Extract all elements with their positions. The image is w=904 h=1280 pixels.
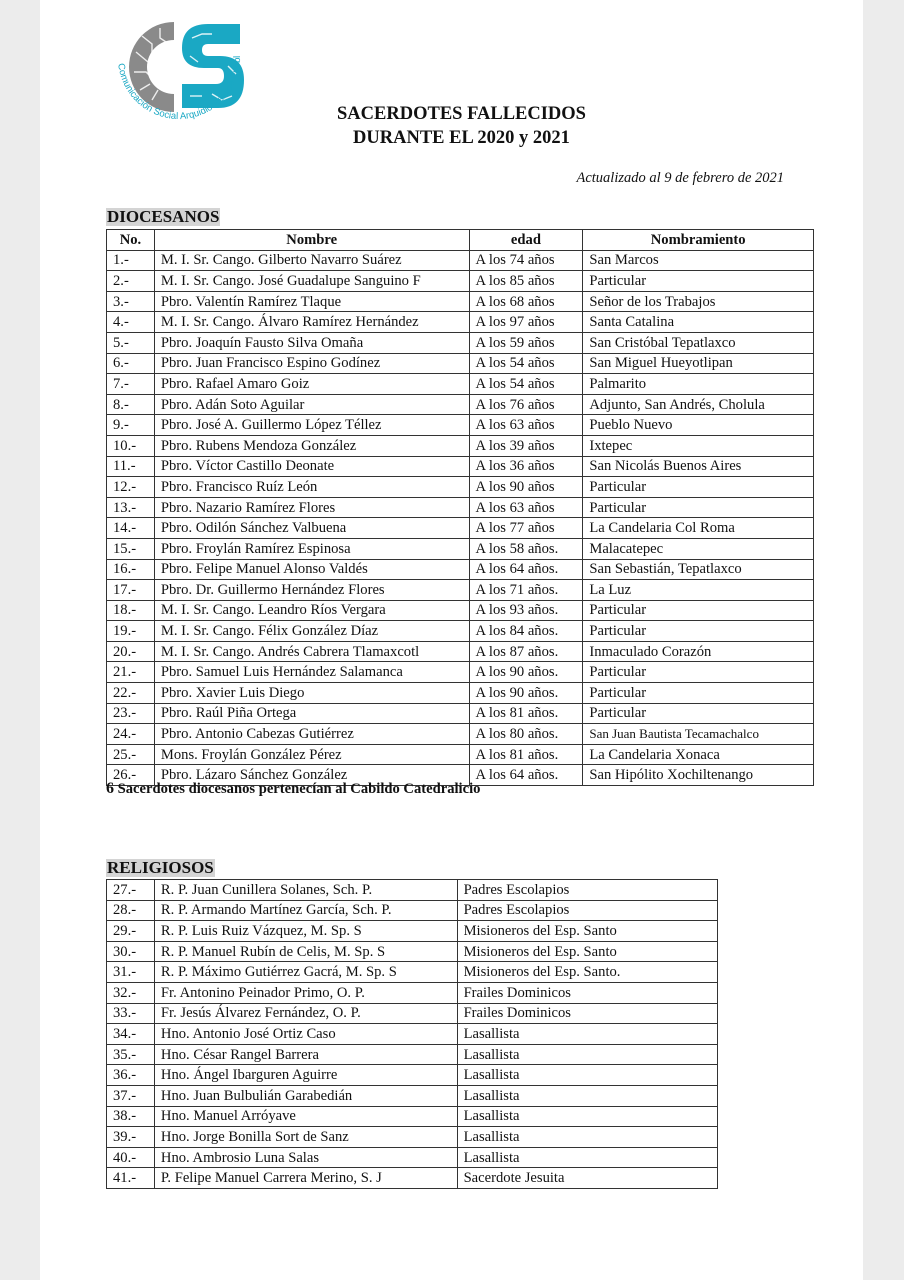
cell-number: 15.-: [107, 538, 155, 559]
cell-number: 22.-: [107, 683, 155, 704]
cell-appointment: Particular: [583, 477, 814, 498]
table-row: [107, 1127, 718, 1148]
cell-number: 30.-: [107, 941, 155, 962]
cell-order: Lasallista: [457, 1024, 717, 1045]
cell-name: M. I. Sr. Cango. Leandro Ríos Vergara: [154, 600, 469, 621]
cell-name: Hno. César Rangel Barrera: [154, 1044, 457, 1065]
cell-age: A los 87 años.: [469, 641, 583, 662]
cell-name: Pbro. Dr. Guillermo Hernández Flores: [154, 580, 469, 601]
cell-appointment: Particular: [583, 600, 814, 621]
cell-number: 33.-: [107, 1003, 155, 1024]
cell-appointment: San Marcos: [583, 250, 814, 271]
cell-number: 23.-: [107, 703, 155, 724]
updated-date: Actualizado al 9 de febrero de 2021: [576, 170, 784, 186]
cell-number: 39.-: [107, 1127, 155, 1148]
document-page: [40, 0, 863, 1280]
cell-appointment: San Miguel Hueyotlipan: [583, 353, 814, 374]
cell-number: 13.-: [107, 497, 155, 518]
table-row: [107, 880, 718, 901]
cell-name: M. I. Sr. Cango. José Guadalupe Sanguino F: [154, 271, 469, 292]
cell-number: 7.-: [107, 374, 155, 395]
cell-name: Pbro. Lázaro Sánchez González: [154, 765, 469, 786]
cell-age: A los 54 años: [469, 374, 583, 395]
cell-number: 10.-: [107, 435, 155, 456]
cell-order: Lasallista: [457, 1106, 717, 1127]
cell-number: 20.-: [107, 641, 155, 662]
cell-order: Padres Escolapios: [457, 900, 717, 921]
table-row: [107, 1085, 718, 1106]
cell-age: A los 90 años: [469, 477, 583, 498]
cell-appointment: San Hipólito Xochiltenango: [583, 765, 814, 786]
diocesanos-table: [106, 229, 814, 786]
cell-age: A los 68 años: [469, 291, 583, 312]
cell-name: Pbro. Raúl Piña Ortega: [154, 703, 469, 724]
note-count: 6: [106, 780, 114, 797]
cell-age: A los 54 años: [469, 353, 583, 374]
page-title: [40, 102, 863, 150]
table-row: [107, 683, 814, 704]
cell-age: A los 59 años: [469, 332, 583, 353]
cell-name: P. Felipe Manuel Carrera Merino, S. J: [154, 1168, 457, 1189]
cell-number: 5.-: [107, 332, 155, 353]
table-header-row: [107, 230, 814, 251]
cell-name: M. I. Sr. Cango. Álvaro Ramírez Hernández: [154, 312, 469, 333]
cell-number: 9.-: [107, 415, 155, 436]
table-row: [107, 921, 718, 942]
cell-number: 31.-: [107, 962, 155, 983]
table-row: [107, 641, 814, 662]
table-row: [107, 703, 814, 724]
table-row: [107, 962, 718, 983]
table-row: [107, 1024, 718, 1045]
cell-number: 18.-: [107, 600, 155, 621]
cell-appointment: La Candelaria Col Roma: [583, 518, 814, 539]
cell-number: 35.-: [107, 1044, 155, 1065]
cell-age: A los 71 años.: [469, 580, 583, 601]
cell-number: 1.-: [107, 250, 155, 271]
cell-name: R. P. Máximo Gutiérrez Gacrá, M. Sp. S: [154, 962, 457, 983]
table-row: [107, 518, 814, 539]
cabildo-note: [106, 780, 480, 798]
cell-number: 17.-: [107, 580, 155, 601]
cell-name: Pbro. Adán Soto Aguilar: [154, 394, 469, 415]
table-row: [107, 497, 814, 518]
cell-order: Lasallista: [457, 1085, 717, 1106]
cell-name: M. I. Sr. Cango. Andrés Cabrera Tlamaxcotl: [154, 641, 469, 662]
cell-appointment: Particular: [583, 497, 814, 518]
cell-order: Lasallista: [457, 1127, 717, 1148]
cell-number: 37.-: [107, 1085, 155, 1106]
cell-name: Pbro. Antonio Cabezas Gutiérrez: [154, 724, 469, 745]
cell-order: Misioneros del Esp. Santo.: [457, 962, 717, 983]
cell-name: Pbro. Francisco Ruíz León: [154, 477, 469, 498]
cell-name: R. P. Manuel Rubín de Celis, M. Sp. S: [154, 941, 457, 962]
cell-name: Pbro. Nazario Ramírez Flores: [154, 497, 469, 518]
table-row: [107, 312, 814, 333]
table-row: [107, 1147, 718, 1168]
cell-age: A los 36 años: [469, 456, 583, 477]
cell-number: 32.-: [107, 982, 155, 1003]
cell-age: A los 76 años: [469, 394, 583, 415]
cell-number: 29.-: [107, 921, 155, 942]
cell-number: 26.-: [107, 765, 155, 786]
cell-order: Sacerdote Jesuita: [457, 1168, 717, 1189]
cell-name: Pbro. Juan Francisco Espino Godínez: [154, 353, 469, 374]
cell-name: Hno. Jorge Bonilla Sort de Sanz: [154, 1127, 457, 1148]
cell-name: Pbro. Xavier Luis Diego: [154, 683, 469, 704]
cell-appointment: Inmaculado Corazón: [583, 641, 814, 662]
col-header-nombre: Nombre: [154, 230, 469, 251]
cell-order: Padres Escolapios: [457, 880, 717, 901]
table-row: [107, 559, 814, 580]
cell-name: Pbro. Froylán Ramírez Espinosa: [154, 538, 469, 559]
cell-appointment: Santa Catalina: [583, 312, 814, 333]
cell-name: M. I. Sr. Cango. Gilberto Navarro Suárez: [154, 250, 469, 271]
cell-number: 3.-: [107, 291, 155, 312]
cell-number: 8.-: [107, 394, 155, 415]
cell-number: 41.-: [107, 1168, 155, 1189]
cell-age: A los 97 años: [469, 312, 583, 333]
cell-appointment: Ixtepec: [583, 435, 814, 456]
cell-appointment: Particular: [583, 271, 814, 292]
cell-order: Misioneros del Esp. Santo: [457, 921, 717, 942]
cell-number: 36.-: [107, 1065, 155, 1086]
cell-appointment: San Cristóbal Tepatlaxco: [583, 332, 814, 353]
cell-order: Frailes Dominicos: [457, 982, 717, 1003]
table-row: [107, 353, 814, 374]
table-row: [107, 1044, 718, 1065]
cell-number: 34.-: [107, 1024, 155, 1045]
table-row: [107, 394, 814, 415]
cell-name: Fr. Jesús Álvarez Fernández, O. P.: [154, 1003, 457, 1024]
cell-name: Pbro. Valentín Ramírez Tlaque: [154, 291, 469, 312]
cell-name: Mons. Froylán González Pérez: [154, 744, 469, 765]
cell-age: A los 77 años: [469, 518, 583, 539]
cell-appointment: Palmarito: [583, 374, 814, 395]
religiosos-table: [106, 879, 718, 1189]
table-row: [107, 900, 718, 921]
cell-order: Misioneros del Esp. Santo: [457, 941, 717, 962]
cell-number: 24.-: [107, 724, 155, 745]
religiosos-heading: RELIGIOSOS: [107, 858, 214, 877]
table-row: [107, 662, 814, 683]
table-row: [107, 332, 814, 353]
cell-age: A los 90 años.: [469, 683, 583, 704]
cell-appointment: La Candelaria Xonaca: [583, 744, 814, 765]
cell-age: A los 58 años.: [469, 538, 583, 559]
table-row: [107, 415, 814, 436]
cell-number: 21.-: [107, 662, 155, 683]
cell-appointment: Malacatepec: [583, 538, 814, 559]
table-row: [107, 456, 814, 477]
col-header-no: No.: [107, 230, 155, 251]
col-header-nombramiento: Nombramiento: [583, 230, 814, 251]
cell-appointment: Pueblo Nuevo: [583, 415, 814, 436]
cell-order: Frailes Dominicos: [457, 1003, 717, 1024]
cell-appointment: La Luz: [583, 580, 814, 601]
cell-appointment: Particular: [583, 662, 814, 683]
cell-number: 25.-: [107, 744, 155, 765]
cell-name: Pbro. Víctor Castillo Deonate: [154, 456, 469, 477]
cell-number: 11.-: [107, 456, 155, 477]
cell-appointment: San Nicolás Buenos Aires: [583, 456, 814, 477]
cell-number: 27.-: [107, 880, 155, 901]
table-row: [107, 1106, 718, 1127]
table-row: [107, 941, 718, 962]
table-row: [107, 435, 814, 456]
cell-age: A los 93 años.: [469, 600, 583, 621]
cell-name: M. I. Sr. Cango. Félix González Díaz: [154, 621, 469, 642]
cell-appointment: Particular: [583, 621, 814, 642]
cell-age: A los 39 años: [469, 435, 583, 456]
cell-appointment: Señor de los Trabajos: [583, 291, 814, 312]
table-row: [107, 600, 814, 621]
table-row: [107, 982, 718, 1003]
cell-age: A los 63 años: [469, 497, 583, 518]
cell-name: Fr. Antonino Peinador Primo, O. P.: [154, 982, 457, 1003]
logo-text: Comunicación Social Arquidiócesis de Puebl: [115, 55, 244, 123]
cell-appointment: San Sebastián, Tepatlaxco: [583, 559, 814, 580]
table-row: [107, 291, 814, 312]
cell-appointment: Particular: [583, 703, 814, 724]
cell-name: Hno. Ángel Ibarguren Aguirre: [154, 1065, 457, 1086]
cell-name: Pbro. Samuel Luis Hernández Salamanca: [154, 662, 469, 683]
cell-number: 6.-: [107, 353, 155, 374]
cell-number: 14.-: [107, 518, 155, 539]
table-row: [107, 1168, 718, 1189]
cell-appointment: Particular: [583, 683, 814, 704]
cell-name: Pbro. Joaquín Fausto Silva Omaña: [154, 332, 469, 353]
cell-name: Pbro. Felipe Manuel Alonso Valdés: [154, 559, 469, 580]
cell-age: A los 85 años: [469, 271, 583, 292]
cell-name: Hno. Juan Bulbulián Garabedián: [154, 1085, 457, 1106]
cell-age: A los 84 años.: [469, 621, 583, 642]
cell-appointment: Adjunto, San Andrés, Cholula: [583, 394, 814, 415]
table-row: [107, 744, 814, 765]
note-text: Sacerdotes diocesanos pertenecían al Cabildo Catedralicio: [114, 781, 481, 797]
cell-name: R. P. Luis Ruiz Vázquez, M. Sp. S: [154, 921, 457, 942]
cell-age: A los 81 años.: [469, 744, 583, 765]
table-row: [107, 271, 814, 292]
cell-name: Hno. Ambrosio Luna Salas: [154, 1147, 457, 1168]
cell-name: Hno. Manuel Arróyave: [154, 1106, 457, 1127]
cell-number: 28.-: [107, 900, 155, 921]
cell-name: Pbro. Rafael Amaro Goiz: [154, 374, 469, 395]
cell-appointment: San Juan Bautista Tecamachalco: [583, 724, 814, 745]
cell-name: Pbro. Rubens Mendoza González: [154, 435, 469, 456]
cell-age: A los 64 años.: [469, 559, 583, 580]
table-row: [107, 1065, 718, 1086]
cell-age: A los 80 años.: [469, 724, 583, 745]
table-row: [107, 621, 814, 642]
cell-number: 4.-: [107, 312, 155, 333]
table-row: [107, 250, 814, 271]
cell-name: Pbro. Odilón Sánchez Valbuena: [154, 518, 469, 539]
cell-age: A los 64 años.: [469, 765, 583, 786]
cell-name: Pbro. José A. Guillermo López Téllez: [154, 415, 469, 436]
cell-age: A los 63 años: [469, 415, 583, 436]
title-line-2: DURANTE EL 2020 y 2021: [353, 128, 570, 148]
table-row: [107, 1003, 718, 1024]
cell-order: Lasallista: [457, 1065, 717, 1086]
cell-number: 40.-: [107, 1147, 155, 1168]
diocesanos-heading: DIOCESANOS: [107, 207, 220, 226]
cell-age: A los 90 años.: [469, 662, 583, 683]
table-row: [107, 724, 814, 745]
cell-age: A los 74 años: [469, 250, 583, 271]
cell-order: Lasallista: [457, 1147, 717, 1168]
table-row: [107, 477, 814, 498]
cell-age: A los 81 años.: [469, 703, 583, 724]
cell-name: R. P. Armando Martínez García, Sch. P.: [154, 900, 457, 921]
table-row: [107, 374, 814, 395]
cell-name: Hno. Antonio José Ortiz Caso: [154, 1024, 457, 1045]
cell-number: 38.-: [107, 1106, 155, 1127]
col-header-edad: edad: [469, 230, 583, 251]
cell-name: R. P. Juan Cunillera Solanes, Sch. P.: [154, 880, 457, 901]
title-line-1: SACERDOTES FALLECIDOS: [337, 104, 586, 124]
cell-number: 16.-: [107, 559, 155, 580]
table-row: [107, 580, 814, 601]
cell-number: 12.-: [107, 477, 155, 498]
table-row: [107, 538, 814, 559]
cell-number: 19.-: [107, 621, 155, 642]
cell-number: 2.-: [107, 271, 155, 292]
cell-order: Lasallista: [457, 1044, 717, 1065]
